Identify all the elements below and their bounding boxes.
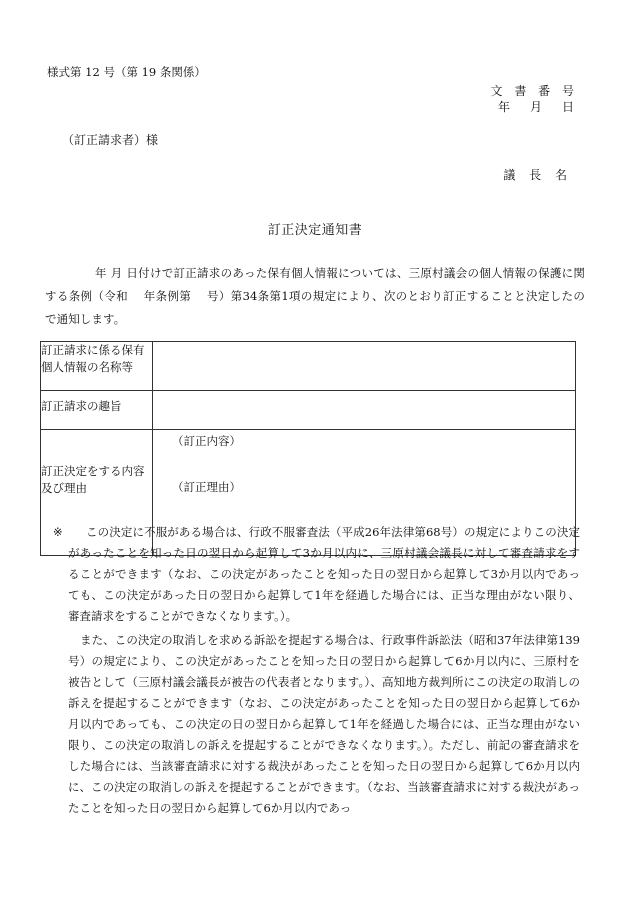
- note-paragraph-2: また、この決定の取消しを求める訴訟を提起する場合は、行政事件訴訟法（昭和37年法律第139号）の規定により、この決定があったことを知った日の翌日から起算して6か月以内に、三原村を被告として（三原村議会議長が被告の代表者となります。）、高知地方裁判所にこの決定の取消しの訴えを提起することができます（なお、この決定があったことを知った日の翌日から起算して6か月以内であっても、この決定の日の翌日から起算して1年を経過した場合には、正当な理由がない限り、この決定の取消しの訴えを提起することができなくなります。）。ただし、前記の審査請求をした場合には、当該審査請求に対する裁決があったことを知った日の翌日から起算して6か月以内に、この決定の取消しの訴えを提起することができます。（なお、当該審査請求に対する裁決があったことを知った日の翌日から起算して6か月以内であっ: [68, 633, 580, 815]
- row-label-purpose: 訂正請求の趣旨: [41, 391, 153, 430]
- note-paragraph-1: この決定に不服がある場合は、行政不服審査法（平成26年法律第68号）の規定によりこの決定があったことを知った日の翌日から起算して3か月以内に、三原村議会議長に対して審査請求をすることができます（なお、この決定があったことを知った日の翌日から起算して3か月以内であっても、この決定があった日の翌日から起算して1年を経過した場合には、正当な理由がない限り、審査請求をすることができなくなります。）。: [68, 525, 580, 623]
- row-label-decision: 訂正決定をする内容及び理由: [41, 430, 153, 556]
- sender-name: 議 長 名: [503, 168, 572, 182]
- correction-reason-label: （訂正理由）: [172, 480, 241, 494]
- table-row: [41, 391, 576, 430]
- row-value-purpose: [153, 391, 576, 430]
- issue-date: 年 月 日: [497, 100, 578, 114]
- body-paragraph: 年 月 日付けで訂正請求のあった保有個人情報については、三原村議会の個人情報の保護に関する条例（令和 年条例第 号）第34条第1項の規定により、次のとおり訂正することと決定したので通知します。: [45, 266, 585, 326]
- note-appeal: [45, 522, 580, 627]
- table-row: [41, 342, 576, 391]
- form-number: 様式第 12 号（第 19 条関係）: [47, 65, 206, 79]
- notes-section: [45, 522, 580, 819]
- recipient: （訂正請求者）様: [62, 133, 159, 147]
- correction-content-label: （訂正内容）: [172, 434, 241, 448]
- row-value-info-name: [153, 342, 576, 391]
- document-number: 文 書 番 号: [490, 84, 578, 98]
- row-label-info-name: 訂正請求に係る保有個人情報の名称等: [41, 342, 153, 391]
- note-marker: ※: [53, 525, 63, 539]
- page-title: 訂正決定通知書: [267, 223, 363, 238]
